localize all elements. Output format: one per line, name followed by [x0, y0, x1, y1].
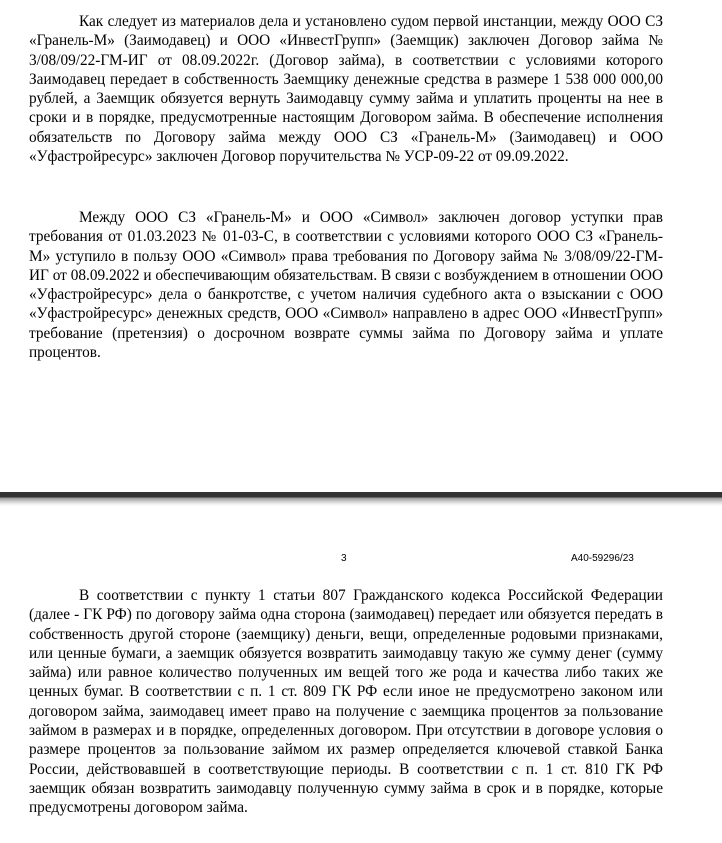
paragraph-civil-code-provisions: В соответствии с пункту 1 статьи 807 Гражданского кодекса Российской Федерации (далее - ГК РФ) по договору займа одна сторона (заимодавец) передает или обязуется передать в собственность другой стороне (заемщику) деньги, вещи, определенные родовыми признаками, или ценные бумаги, а заемщик обязуется возвратить заимодавцу такую же сумму денег (сумму займа) или равное количество полученных им вещей того же рода и качества либо таких же ценных бумаг. В соответствии с п. 1 ст. 809 ГК РФ если иное не предусмотрено законом или договором займа, заимодавец имеет право на получение с заемщика процентов за пользование займом в размерах и в порядке, определенных договором. При отсутствии в договоре условия о размере процентов за пользование займом их размер определяется ключевой ставкой Банка России, действовавшей в соответствующие периоды. В соответствии с п. 1 ст. 810 ГК РФ заемщик обязан возвратить заимодавцу полученную сумму займа в срок и в порядке, которые предусмотрены договором займа. — [29, 587, 663, 817]
paragraph-assignment-of-rights: Между ООО СЗ «Гранель-М» и ООО «Символ» заключен договор уступки прав требования от 01.03.2023 № 01-03-С, в соответствии с условиями которого ООО СЗ «Гранель-М» уступило в пользу ООО «Символ» права требования по Договору займа № 3/08/09/22-ГМ-ИГ от 08.09.2022 и обеспечивающим обязательствам. В связи с возбуждением в отношении ООО «Уфастройресурс» дела о банкротстве, с учетом наличия судебного акта о взыскании с ООО «Уфастройресурс» денежных средств, ООО «Символ» направлено в адрес ООО «ИнвестГрупп» требование (претензия) о досрочном возврате суммы займа по Договору займа и уплате процентов. — [29, 209, 663, 362]
paragraph-loan-agreement: Как следует из материалов дела и установлено судом первой инстанции, между ООО СЗ «Гранель-М» (Заимодавец) и ООО «ИнвестГрупп» (Заемщик) заключен Договор займа № 3/08/09/22-ГМ-ИГ от 08.09.2022г. (Договор займа), в соответствии с условиями которого Заимодавец передает в собственность Заемщику денежные средства в размере 1 538 000 000,00 рублей, а Заемщик обязуется вернуть Заимодавцу сумму займа и уплатить проценты на нее в сроки и в порядке, предусмотренные настоящим Договором займа. В обеспечение исполнения обязательств по Договору займа между ООО СЗ «Гранель-М» (Заимодавец) и ООО «Уфастройресурс» заключен Договор поручительства № УСР-09-22 от 09.09.2022. — [29, 13, 663, 166]
page-number: 3 — [341, 553, 347, 564]
page-separator — [0, 492, 722, 506]
case-number: А40-59296/23 — [571, 553, 634, 564]
